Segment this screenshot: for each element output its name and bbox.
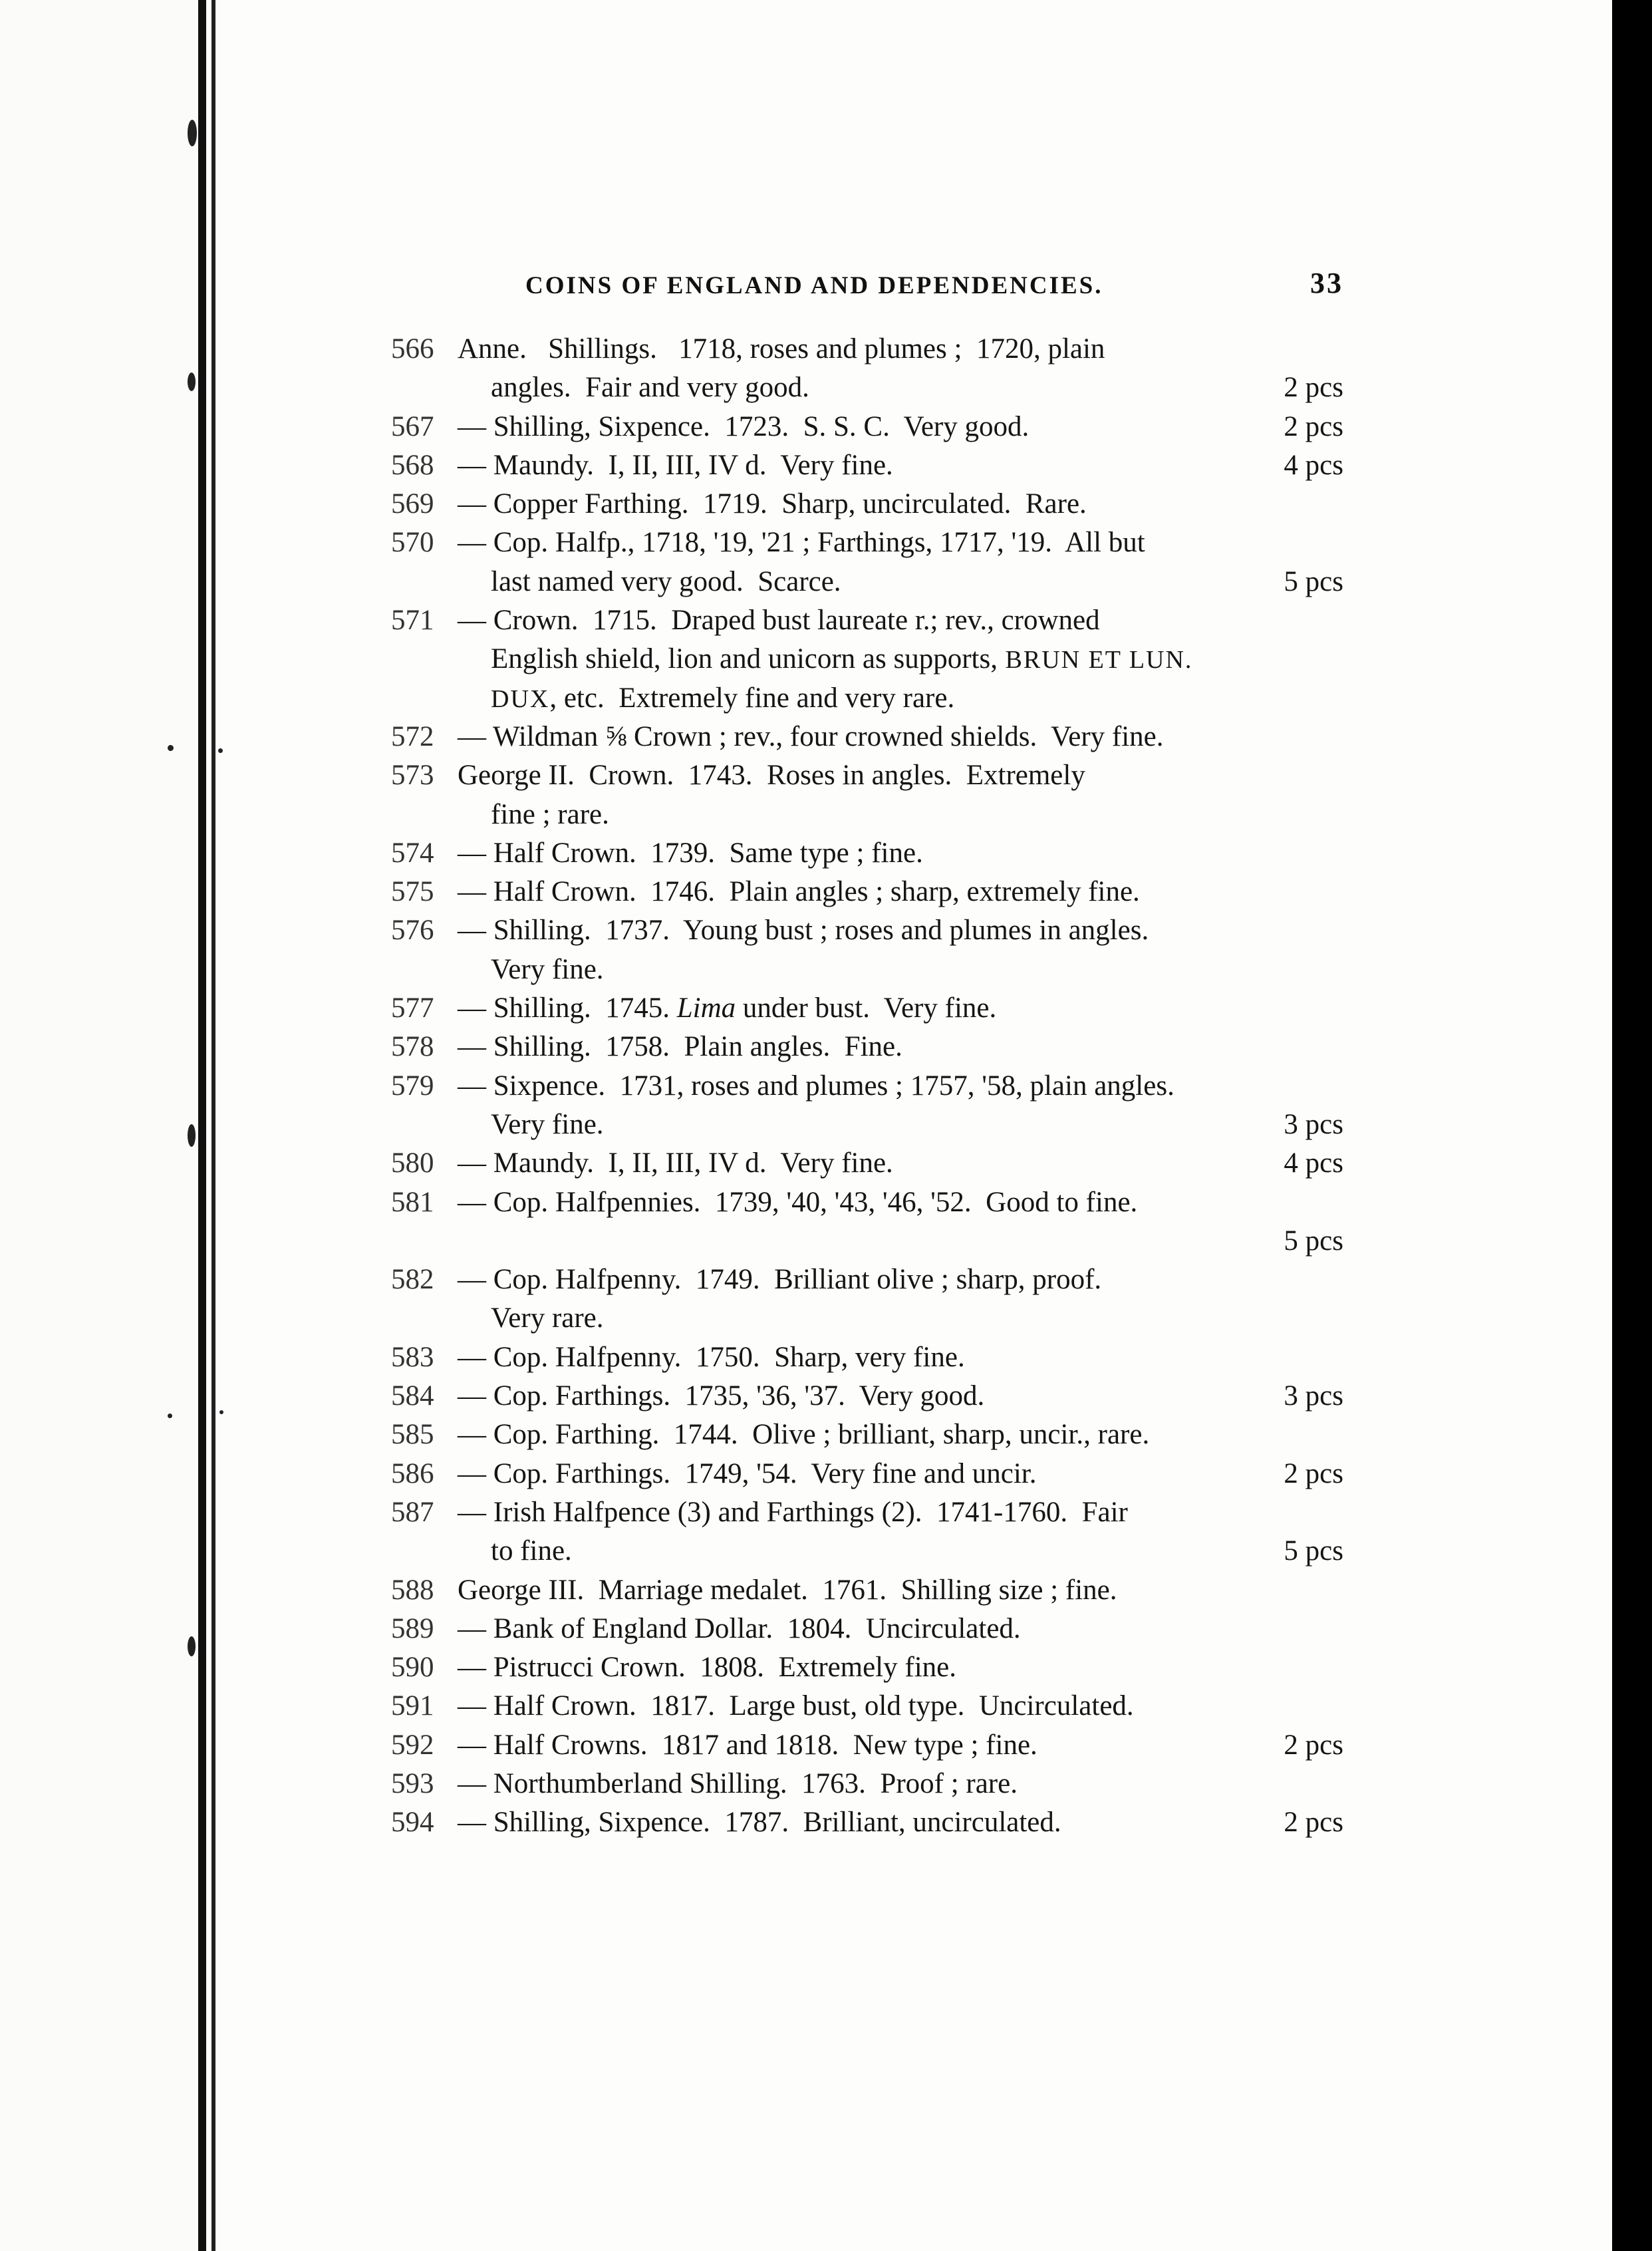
catalogue-lot-continuation [391, 1108, 1343, 1147]
lot-description [458, 1496, 1128, 1529]
lot-description-text: — Shilling, Sixpence. 1787. Brilliant, uncirculated. [458, 1807, 1061, 1839]
page-title: COINS OF ENGLAND AND DEPENDENCIES. [525, 272, 1103, 299]
lot-description-text: — Cop. Farthings. 1735, '36, '37. Very good. [458, 1380, 985, 1412]
lot-piece-count: 4 pcs [1284, 1147, 1343, 1179]
catalogue-lot [391, 1418, 1343, 1457]
lot-description-text: — Sixpence. 1731, roses and plumes ; 1757, '58, plain angles. [458, 1070, 1174, 1102]
catalogue-lot [391, 410, 1343, 449]
lot-number: 569 [391, 488, 434, 520]
lot-piece-count: 4 pcs [1284, 449, 1343, 481]
lot-description [458, 488, 1087, 520]
lot-number: 568 [391, 449, 434, 481]
lot-description-continued [491, 371, 809, 404]
lot-description-text: Very fine. [491, 953, 604, 985]
lot-description [458, 1030, 902, 1063]
lot-description [458, 410, 1029, 443]
catalogue-lot [391, 1341, 1343, 1380]
lot-number: 570 [391, 527, 434, 559]
lot-description-text: Very rare. [491, 1302, 604, 1334]
catalogue-lot [391, 1030, 1343, 1069]
lot-description-continued [491, 1108, 604, 1141]
catalogue-lot [391, 1612, 1343, 1651]
catalogue-lot-continuation [391, 798, 1343, 837]
catalogue-lot [391, 1380, 1343, 1418]
lot-number: 588 [391, 1574, 434, 1606]
lot-description-text: — Cop. Halfp., 1718, '19, '21 ; Farthings, 1717, '19. All but [458, 527, 1145, 559]
lot-description-text: George II. Crown. 1743. Roses in angles. Extremely [458, 760, 1085, 792]
lot-description [458, 1729, 1037, 1761]
lot-description [458, 1612, 1021, 1645]
lot-description [458, 449, 893, 482]
lot-description-text: — Half Crown. 1739. Same type ; fine. [458, 837, 923, 869]
lot-description [458, 720, 1164, 753]
lot-description-text: — Half Crowns. 1817 and 1818. New type ; fine. [458, 1729, 1037, 1761]
catalogue-lot [391, 992, 1343, 1030]
catalogue-lot [391, 1147, 1343, 1185]
lot-description [458, 1147, 893, 1179]
catalogue-lot [391, 1574, 1343, 1612]
lot-description-text: angles. Fair and very good. [491, 372, 809, 404]
lot-description [458, 1690, 1134, 1722]
lot-number: 592 [391, 1729, 434, 1761]
lot-description-text: English shield, lion and unicorn as supports, [491, 643, 998, 675]
lot-description-text: to fine. [491, 1535, 572, 1567]
catalogue-lot [391, 1729, 1343, 1767]
lot-number: 583 [391, 1341, 434, 1373]
running-header [525, 266, 1343, 306]
catalogue-lot [391, 1186, 1343, 1225]
lot-number: 590 [391, 1652, 434, 1684]
lot-description-text: last named very good. Scarce. [491, 565, 841, 597]
book-gutter-edge-inner [211, 0, 215, 2251]
lot-piece-count: 5 pcs [1284, 565, 1343, 597]
lot-description-text: — Wildman ⅝ Crown ; rev., four crowned shields. Very fine. [458, 720, 1164, 752]
lot-description-text: — Cop. Farthing. 1744. Olive ; brilliant, sharp, uncir., rare. [458, 1419, 1150, 1451]
catalogue-lot-continuation [391, 953, 1343, 992]
lot-piece-count: 5 pcs [1284, 1225, 1343, 1257]
lot-description [458, 526, 1145, 559]
lot-description-text: fine ; rare. [491, 798, 609, 830]
lot-number: 579 [391, 1070, 434, 1102]
lot-number: 589 [391, 1612, 434, 1644]
lot-description-continued [491, 798, 609, 831]
catalogue-lot [391, 604, 1343, 643]
lot-piece-count: 2 pcs [1284, 1457, 1343, 1489]
lot-description-text: — Cop. Farthings. 1749, '54. Very fine and uncir. [458, 1457, 1037, 1489]
scan-speck [188, 1124, 196, 1147]
lot-description [458, 1651, 956, 1684]
lot-piece-count: 3 pcs [1284, 1380, 1343, 1412]
catalogue-lot [391, 1767, 1343, 1806]
lot-description-text: — Crown. 1715. Draped bust laureate r.; rev., crowned [458, 605, 1100, 637]
lot-description-continued [491, 682, 954, 714]
scan-speck [168, 1414, 172, 1418]
lot-description-text: — Cop. Halfpenny. 1749. Brilliant olive ; sharp, proof. [458, 1264, 1102, 1296]
lot-number: 594 [391, 1807, 434, 1839]
lot-number: 567 [391, 410, 434, 442]
catalogue-lot [391, 1070, 1343, 1108]
lot-number: 576 [391, 915, 434, 947]
catalogue-lot [391, 449, 1343, 488]
catalogue-lot [391, 720, 1343, 759]
lot-number: 573 [391, 760, 434, 792]
lot-description-text: — Irish Halfpence (3) and Farthings (2). 1741-1760. Fair [458, 1496, 1128, 1528]
lot-description [458, 604, 1100, 637]
lot-description-text: — Half Crown. 1817. Large bust, old type. Uncirculated. [458, 1690, 1134, 1722]
lot-description [458, 1186, 1137, 1219]
lot-description-text: Very fine. [491, 1108, 604, 1140]
lot-number: 577 [391, 992, 434, 1024]
lot-description [458, 1574, 1117, 1606]
scan-speck [188, 120, 197, 146]
lot-piece-count: 2 pcs [1284, 410, 1343, 442]
scan-speck [219, 1410, 223, 1414]
page-number: 33 [1310, 267, 1343, 299]
lot-description [458, 1380, 984, 1412]
lot-description-text: — Maundy. I, II, III, IV d. Very fine. [458, 449, 893, 481]
lot-description-text: under bust. Very fine. [736, 992, 997, 1024]
catalogue-lot-continuation [391, 682, 1343, 720]
catalogue-lot [391, 1496, 1343, 1535]
lot-description-text: , etc. Extremely fine and very rare. [549, 682, 955, 714]
lot-description-text: — Half Crown. 1746. Plain angles ; sharp, extremely fine. [458, 876, 1140, 908]
lot-description-text: — Cop. Halfpennies. 1739, '40, '43, '46, '52. Good to fine. [458, 1186, 1138, 1218]
lot-description-text: — Maundy. I, II, III, IV d. Very fine. [458, 1147, 893, 1179]
lot-number: 571 [391, 605, 434, 637]
lot-description [458, 759, 1085, 792]
lot-piece-count: 2 pcs [1284, 1729, 1343, 1761]
lot-piece-count: 2 pcs [1284, 372, 1343, 404]
lot-piece-count: 5 pcs [1284, 1535, 1343, 1567]
catalogue-lot [391, 1806, 1343, 1845]
catalogue-lot [391, 759, 1343, 798]
lot-description-italic: Lima [676, 992, 736, 1024]
lot-description-text: — Bank of England Dollar. 1804. Uncirculated. [458, 1612, 1021, 1644]
lot-description-text: — Shilling. 1745. [458, 992, 670, 1024]
lot-number: 580 [391, 1147, 434, 1179]
catalogue-lot-continuation [391, 371, 1343, 410]
lot-description-text: George III. Marriage medalet. 1761. Shilling size ; fine. [458, 1574, 1117, 1606]
lot-number: 586 [391, 1457, 434, 1489]
lot-number: 593 [391, 1767, 434, 1799]
lot-description-text: Anne. Shillings. 1718, roses and plumes ; 1720, plain [458, 333, 1105, 365]
lot-description [458, 992, 996, 1024]
lot-legend-smallcaps: BRUN ET LUN. [998, 646, 1193, 675]
catalogue-lot [391, 914, 1343, 953]
catalogue-lot-continuation [391, 1225, 1343, 1263]
lot-number: 566 [391, 333, 434, 365]
catalogue-lot [391, 488, 1343, 526]
catalogue-lot [391, 1651, 1343, 1690]
lot-description-continued [491, 953, 604, 986]
lot-number: 574 [391, 837, 434, 869]
lot-description [458, 1070, 1174, 1102]
lot-legend-smallcaps: DUX [491, 684, 550, 713]
lot-description [458, 1457, 1036, 1490]
lot-description [458, 333, 1105, 365]
lot-description-continued [491, 1535, 572, 1567]
lot-description-text: — Northumberland Shilling. 1763. Proof ; rare. [458, 1767, 1018, 1799]
lot-description-text: — Pistrucci Crown. 1808. Extremely fine. [458, 1652, 956, 1684]
lot-piece-count: 2 pcs [1284, 1807, 1343, 1839]
scan-border-right [1612, 0, 1652, 2251]
lot-description [458, 1418, 1149, 1451]
catalogue-lot [391, 1457, 1343, 1496]
catalogue-entries [391, 333, 1343, 1845]
lot-description [458, 837, 923, 869]
lot-number: 582 [391, 1264, 434, 1296]
catalogue-lot-continuation [391, 1535, 1343, 1573]
book-gutter-edge [198, 0, 206, 2251]
scan-margin-left [0, 0, 198, 2251]
scan-speck [188, 1636, 196, 1656]
lot-number: 584 [391, 1380, 434, 1412]
lot-description [458, 875, 1140, 908]
lot-description-text: — Cop. Halfpenny. 1750. Sharp, very fine. [458, 1341, 965, 1373]
catalogue-lot [391, 526, 1343, 565]
lot-number: 581 [391, 1186, 434, 1218]
catalogue-lot-continuation [391, 1302, 1343, 1340]
lot-number: 572 [391, 720, 434, 752]
lot-description [458, 1806, 1061, 1839]
lot-description-text: — Shilling. 1758. Plain angles. Fine. [458, 1031, 902, 1063]
catalogue-lot [391, 875, 1343, 914]
catalogue-lot-continuation [391, 565, 1343, 604]
scan-speck [188, 373, 196, 391]
lot-description-continued [491, 565, 841, 598]
lot-description [458, 914, 1149, 947]
scan-speck [168, 745, 174, 751]
lot-number: 587 [391, 1496, 434, 1528]
lot-number: 585 [391, 1419, 434, 1451]
lot-description-text: — Copper Farthing. 1719. Sharp, uncirculated. Rare. [458, 488, 1087, 520]
catalogue-lot [391, 837, 1343, 875]
lot-number: 575 [391, 876, 434, 908]
catalogue-lot [391, 333, 1343, 371]
lot-number: 591 [391, 1690, 434, 1722]
scan-speck [218, 748, 223, 753]
lot-description [458, 1341, 965, 1374]
lot-description-text: — Shilling, Sixpence. 1723. S. S. C. Very good. [458, 410, 1030, 442]
lot-number: 578 [391, 1031, 434, 1063]
lot-description-text: — Shilling. 1737. Young bust ; roses and plumes in angles. [458, 915, 1149, 947]
lot-description [458, 1263, 1101, 1296]
lot-piece-count: 3 pcs [1284, 1108, 1343, 1140]
lot-description-continued [491, 643, 1192, 675]
lot-description [458, 1767, 1018, 1800]
catalogue-lot [391, 1263, 1343, 1302]
catalogue-lot [391, 1690, 1343, 1728]
lot-description-continued [491, 1302, 604, 1334]
catalogue-lot-continuation [391, 643, 1343, 681]
